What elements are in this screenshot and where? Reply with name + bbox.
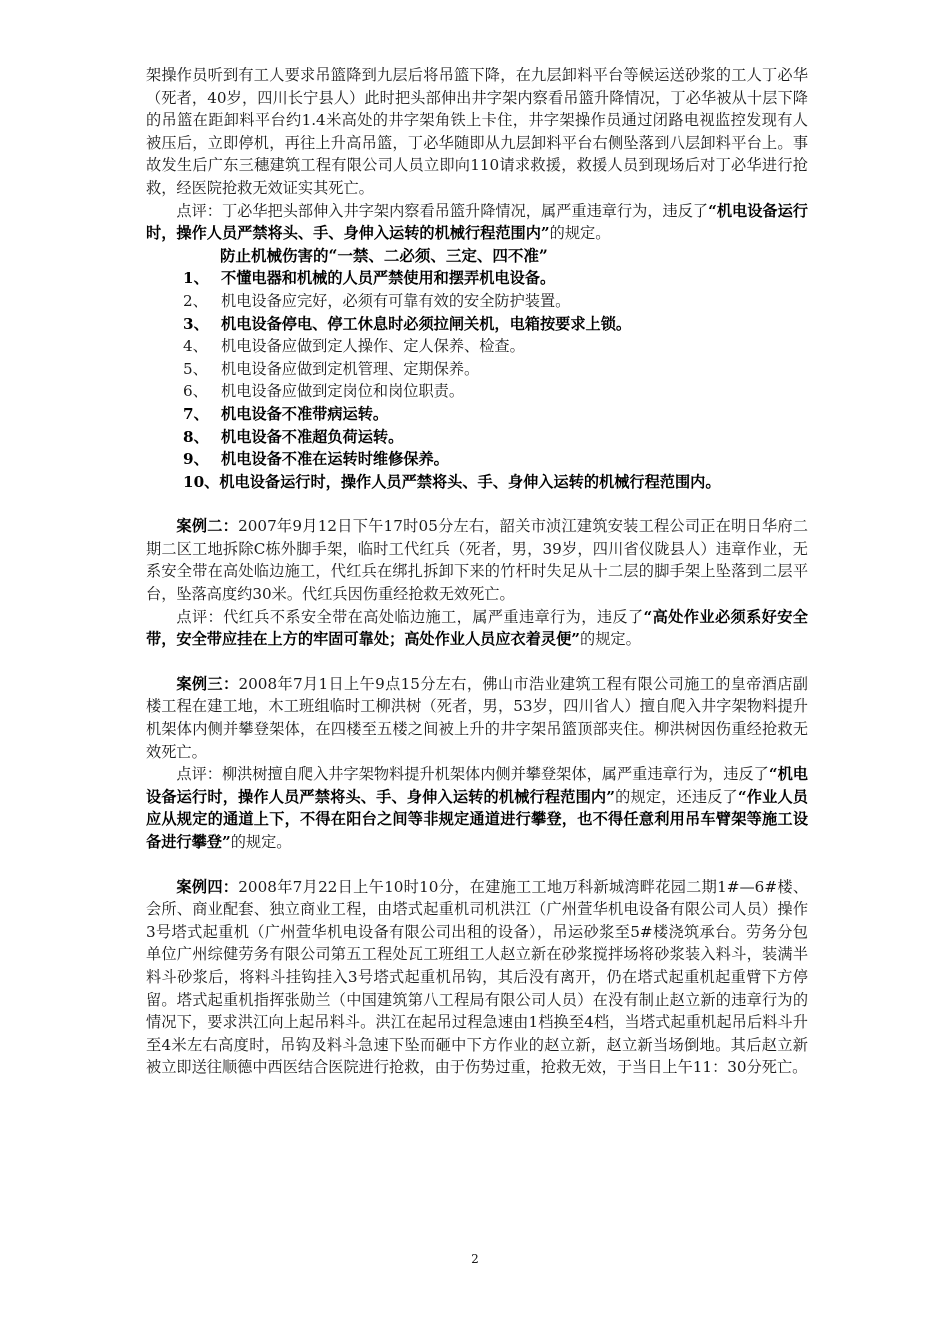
rule-text: 机电设备运行时，操作人员严禁将头、手、身伸入运转的机械行程范围内。 (219, 472, 721, 491)
rules-list (146, 267, 808, 470)
comment-text: 点评：丁必华把头部伸入井字架内察看吊篮升降情况，属严重违章行为，违反了 (176, 201, 709, 220)
comment-text: 点评：柳洪树擅自爬入井字架物料提升机架体内侧并攀登架体，属严重违章行为，违反了 (176, 765, 769, 784)
document-page (146, 64, 808, 1079)
rule-number: 4、 (183, 337, 208, 356)
rule-number: 5、 (183, 359, 208, 378)
case1-comment (146, 200, 808, 245)
comment-rule-quote: “机电设备运行时，操作人员严禁将头、手、身伸入运转的机械行程范围内” (146, 201, 808, 243)
rule-item-4 (146, 335, 808, 358)
rule-number: 1、 (183, 269, 209, 288)
rule-item-1 (146, 267, 808, 290)
rule-number: 3、 (183, 314, 209, 333)
case3-paragraph (146, 673, 808, 763)
rule-number: 9、 (183, 450, 209, 469)
rule-text: 机电设备应做到定人操作、定人保养、检查。 (221, 337, 525, 356)
comment-text: 点评：代红兵不系安全带在高处临边施工，属严重违章行为，违反了 (176, 607, 644, 626)
rule-item-6 (146, 380, 808, 403)
comment-rule-quote: “高处作业必须系好安全带，安全带应挂在上方的牢固可靠处；高处作业人员应衣着灵便” (146, 607, 808, 649)
rule-item-8 (146, 426, 808, 449)
rule-text: 机电设备不准带病运转。 (221, 404, 389, 423)
comment-rule-quote: “机电设备运行时，操作人员严禁将头、手、身伸入运转的机械行程范围内” (146, 765, 808, 806)
case-label: 案例三： (176, 674, 239, 693)
case2-comment (146, 606, 808, 651)
rule-item-10 (146, 471, 808, 494)
rule-text: 机电设备不准超负荷运转。 (221, 427, 404, 446)
comment-text-end: 的规定。 (580, 630, 641, 649)
rule-item-2 (146, 290, 808, 313)
rule-item-3 (146, 313, 808, 336)
rule-item-7 (146, 403, 808, 426)
rule-text: 机电设备应完好，必须有可靠有效的安全防护装置。 (221, 291, 571, 310)
rule-text: 机电设备不准在运转时维修保养。 (221, 450, 449, 469)
rule-number: 2、 (183, 291, 208, 310)
rule-text: 机电设备应做到定岗位和岗位职责。 (221, 382, 464, 401)
case2-paragraph (146, 515, 808, 605)
rule-number: 10、 (183, 472, 220, 491)
rules-title: 防止机械伤害的“一禁、二必须、三定、四不准” (220, 245, 548, 265)
rule-text: 机电设备应做到定机管理、定期保养。 (221, 359, 480, 378)
case1-continuation: 架操作员听到有工人要求吊篮降到九层后将吊篮下降，在九层卸料平台等候运送砂浆的工人丁必华（死者，40岁，四川长宁县人）此时把头部伸出井字架内察看吊篮升降情况，丁必华被从十层下降的吊篮在距卸料平台约1.4米高处的井字架角铁上卡住，井字架操作员通过闭路电视监控发现有人被压后，立即停机，再往上升高吊篮，丁必华随即从九层卸料平台右侧坠落到八层卸料平台上。事故发生后广东三穗建筑工程有限公司人员立即向110请求救援，救援人员到现场后对丁必华进行抢救，经医院抢救无效证实其死亡。 (146, 66, 808, 197)
comment-text-end: 的规定。 (549, 224, 611, 243)
rule-text: 不懂电器和机械的人员严禁使用和摆弄机电设备。 (221, 269, 556, 288)
rule-item-5 (146, 358, 808, 381)
comment-rule-quote-2: “作业人员应从规定的通道上下，不得在阳台之间等非规定通道进行攀登，也不得任意利用吊车臂架等施工设备进行攀登” (146, 787, 808, 851)
comment-text-mid: 的规定，还违反了 (614, 787, 738, 806)
case-label: 案例二： (176, 517, 239, 536)
rule-number: 6、 (183, 382, 208, 401)
case-text: 2007年9月12日下午17时05分左右，韶关市浈江建筑安装工程公司正在明日华府二期二区工地拆除C栋外脚手架，临时工代红兵（死者，男，39岁，四川省仪陇县人）违章作业，无系安全带在高处临边施工，代红兵在绑扎拆卸下来的竹杆时失足从十二层的脚手架上坠落到二层平台，坠落高度约30米。代红兵因伤重经抢救无效死亡。 (146, 517, 809, 604)
rule-number: 8、 (183, 427, 209, 446)
rule-text: 机电设备停电、停工休息时必须拉闸关机，电箱按要求上锁。 (221, 314, 632, 333)
case-label: 案例四： (176, 877, 239, 896)
case-text: 2008年7月22日上午10时10分，在建施工工地万科新城湾畔花园二期1#—6#楼、会所、商业配套、独立商业工程，由塔式起重机司机洪江（广州萱华机电设备有限公司人员）操作3号塔式起重机（广州萱华机电设备有限公司出租的设备），吊运砂浆至5#楼浇筑承台。劳务分包单位广州综健劳务有限公司第五工程处瓦工班组工人赵立新在砂浆搅拌场将砂浆装入料斗，装满半料斗砂浆后，将料斗挂钩挂入3号塔式起重机吊钩，其后没有离开，仍在塔式起重机起重臂下方停留。塔式起重机指挥张勋兰（中国建筑第八工程局有限公司人员）在没有制止赵立新的违章行为的情况下，要求洪江向上起吊料斗。洪江在起吊过程急速由1档换至4档，当塔式起重机起吊后料斗升至4米左右高度时，吊钩及料斗急速下坠而砸中下方作业的赵立新，赵立新当场倒地。其后赵立新被立即送往顺德中西医结合医院进行抢救，由于伤势过重，抢救无效，于当日上午11：30分死亡。 (146, 877, 809, 1077)
case-text: 2008年7月1日上午9点15分左右，佛山市浩业建筑工程有限公司施工的皇帝酒店副楼工程在建工地，木工班组临时工柳洪树（死者，男，53岁，四川省人）擅自爬入井字架物料提升机架体内侧并攀登架体，在四楼至五楼之间被上升的井字架吊篮顶部夹住。柳洪树因伤重经抢救无效死亡。 (146, 674, 808, 761)
rule-number: 7、 (183, 404, 209, 423)
page-number: 2 (471, 1252, 479, 1266)
case3-comment (146, 763, 808, 853)
comment-text-end: 的规定。 (230, 833, 292, 851)
case4-paragraph (146, 876, 808, 1079)
rule-item-9 (146, 448, 808, 471)
